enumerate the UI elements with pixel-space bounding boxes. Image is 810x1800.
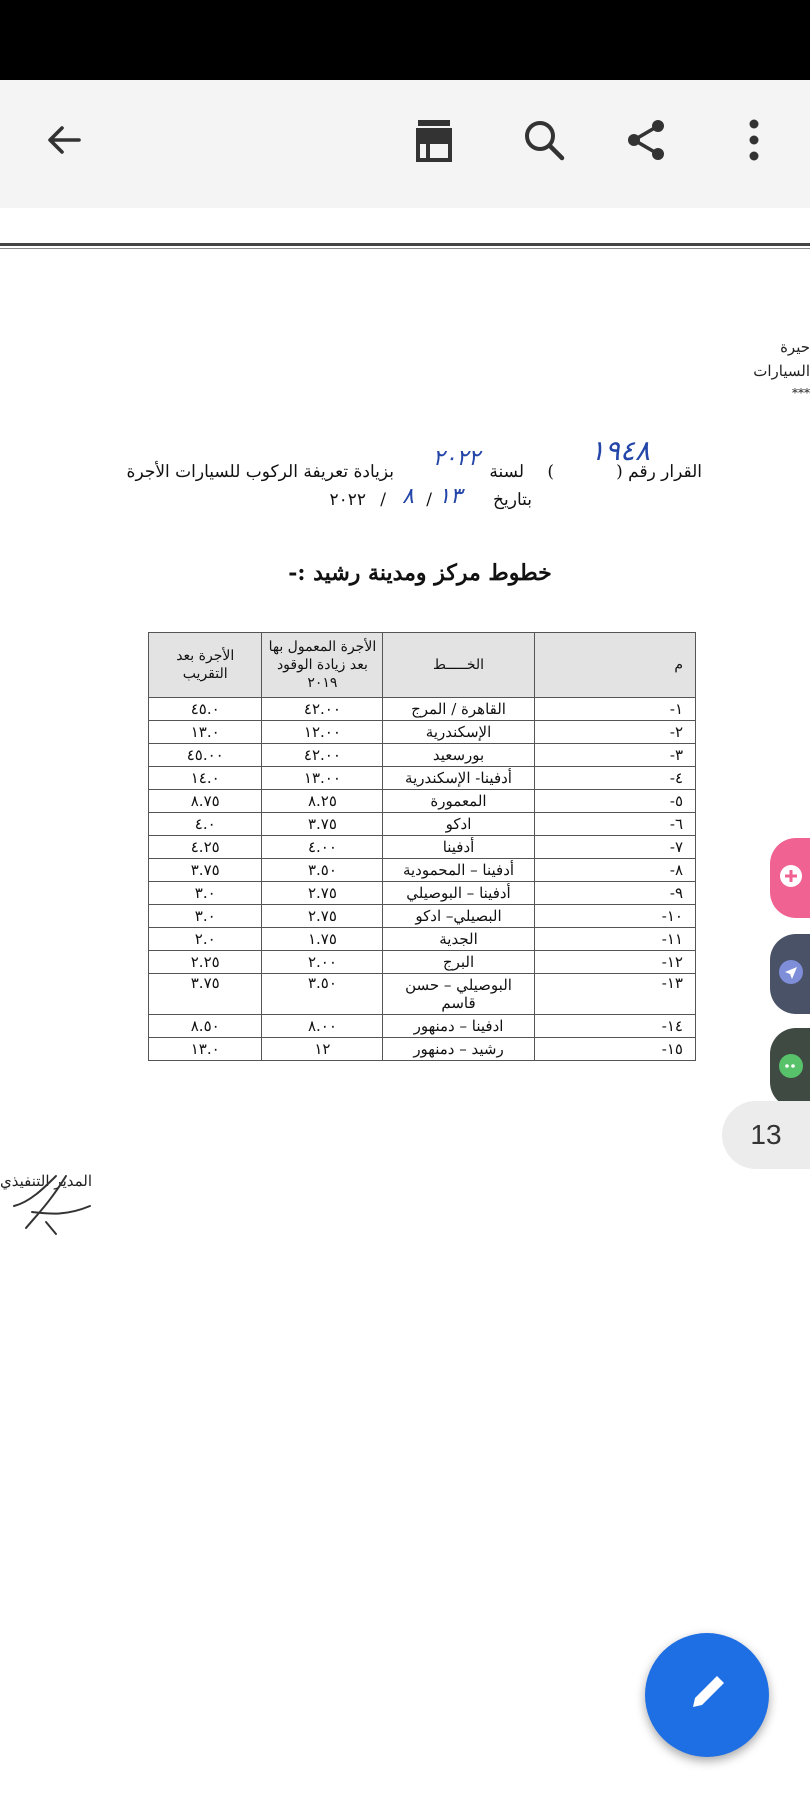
header-stars: *** [792,386,810,400]
row-number: ١٤- [534,1015,695,1038]
row-new-fare: ٤.٠ [149,813,262,836]
side-send-button[interactable] [770,934,810,1014]
row-line: المعمورة [383,790,534,813]
table-row [149,836,696,859]
row-number: ٤- [534,767,695,790]
more-options-button[interactable] [718,106,790,178]
row-new-fare: ٣.٠ [149,882,262,905]
row-old-fare: ٤.٠٠ [262,836,383,859]
row-number: ١٥- [534,1038,695,1061]
row-new-fare: ٢.٠ [149,928,262,951]
table-row [149,767,696,790]
table-row [149,813,696,836]
row-number: ٨- [534,859,695,882]
row-number: ٧- [534,836,695,859]
col-header-new-fare: الأجرة بعد التقريب [149,633,262,698]
row-new-fare: ٣.٧٥ [149,974,262,1015]
row-old-fare: ١٢ [262,1038,383,1061]
table-row [149,698,696,721]
row-line: أدفينا – المحمودية [383,859,534,882]
row-new-fare: ٣.٧٥ [149,859,262,882]
table-row [149,882,696,905]
plus-circle-icon [778,863,804,893]
row-line: الإسكندرية [383,721,534,744]
table-row [149,974,696,1015]
row-number: ٢- [534,721,695,744]
row-line: أدفينا [383,836,534,859]
row-line: الجدية [383,928,534,951]
row-line: ادكو [383,813,534,836]
table-row [149,790,696,813]
row-number: ٥- [534,790,695,813]
row-line: البوصيلي – حسن قاسم [383,974,534,1015]
col-header-line: الخـــــط [383,633,534,698]
share-button[interactable] [610,106,682,178]
table-row [149,744,696,767]
date-separator-1: / [426,490,432,510]
row-number: ١٠- [534,905,695,928]
decision-close-paren: ) [547,462,554,482]
date-day-handwritten: ١٣ [438,484,462,509]
status-bar [0,0,810,80]
document-page [0,250,810,1800]
signature-scribble [6,1162,96,1246]
col-header-number: م [534,633,695,698]
date-year: ٢٠٢٢ [329,490,366,510]
decision-year-label: لسنة [489,462,524,482]
authority-name-fragment: حيرة [780,338,810,356]
row-old-fare: ٣.٥٠ [262,859,383,882]
table-row [149,951,696,974]
table-row [149,859,696,882]
row-line: القاهرة / المرج [383,698,534,721]
signature-label: المدير التنفيذي [0,1172,93,1190]
row-old-fare: ١٣.٠٠ [262,767,383,790]
decision-year-handwritten: ٢٠٢٢ [432,446,480,471]
date-month-handwritten: ٨ [402,484,414,509]
edit-fab-button[interactable] [645,1633,769,1757]
row-old-fare: ٢.٠٠ [262,951,383,974]
send-icon [778,959,804,989]
more-vertical-icon [748,118,760,166]
row-old-fare: ١٢.٠٠ [262,721,383,744]
row-new-fare: ٨.٧٥ [149,790,262,813]
table-row [149,1015,696,1038]
app-toolbar [0,80,810,208]
date-separator-2: / [380,490,386,510]
row-new-fare: ٤٥.٠٠ [149,744,262,767]
share-icon [623,117,669,167]
chat-icon [778,1053,804,1083]
arrow-left-icon [41,117,87,167]
row-new-fare: ١٣.٠ [149,1038,262,1061]
row-new-fare: ٨.٥٠ [149,1015,262,1038]
table-row [149,1038,696,1061]
authority-dept-fragment: السيارات [753,362,810,380]
row-number: ٩- [534,882,695,905]
row-old-fare: ٢.٧٥ [262,882,383,905]
row-line: أدفينا- الإسكندرية [383,767,534,790]
back-button[interactable] [28,106,100,178]
fares-table [148,632,696,1061]
table-row [149,905,696,928]
table-row [149,928,696,951]
row-old-fare: ٤٢.٠٠ [262,744,383,767]
row-number: ١١- [534,928,695,951]
row-number: ١- [534,698,695,721]
row-new-fare: ٤.٢٥ [149,836,262,859]
side-add-button[interactable] [770,838,810,918]
page-number-indicator: 13 [722,1101,810,1169]
row-old-fare: ٣.٧٥ [262,813,383,836]
row-line: أدفينا – البوصيلي [383,882,534,905]
document-top-border [0,243,810,246]
date-label: بتاريخ [493,490,532,510]
row-number: ٦- [534,813,695,836]
row-line: ادفينا – دمنهور [383,1015,534,1038]
row-number: ٣- [534,744,695,767]
document-top-border-inner [0,248,810,249]
row-new-fare: ١٣.٠ [149,721,262,744]
edit-pencil-icon [683,1669,731,1721]
decision-number-handwritten: ١٩٤٨ [589,434,650,467]
decision-number-label: القرار رقم ( [616,462,702,482]
row-old-fare: ٣.٥٠ [262,974,383,1015]
table-row [149,721,696,744]
decision-subject: بزيادة تعريفة الركوب للسيارات الأجرة [126,462,394,482]
row-line: بورسعيد [383,744,534,767]
page-layout-icon [414,118,454,166]
row-new-fare: ٣.٠ [149,905,262,928]
page-layout-button[interactable] [398,106,470,178]
side-chat-button[interactable] [770,1028,810,1108]
row-number: ١٢- [534,951,695,974]
row-line: البرج [383,951,534,974]
table-header-row [149,633,696,698]
row-new-fare: ١٤.٠ [149,767,262,790]
search-icon [521,117,567,167]
row-line: رشيد – دمنهور [383,1038,534,1061]
row-old-fare: ٨.٢٥ [262,790,383,813]
col-header-old-fare: الأجرة المعمول بها بعد زيادة الوقود ٢٠١٩ [262,633,383,698]
section-title: خطوط مركز ومدينة رشيد :- [288,560,552,586]
row-old-fare: ٤٢.٠٠ [262,698,383,721]
row-old-fare: ٨.٠٠ [262,1015,383,1038]
row-old-fare: ٢.٧٥ [262,905,383,928]
row-new-fare: ٤٥.٠ [149,698,262,721]
row-new-fare: ٢.٢٥ [149,951,262,974]
row-old-fare: ١.٧٥ [262,928,383,951]
row-number: ١٣- [534,974,695,1015]
search-button[interactable] [508,106,580,178]
row-line: البصيلي– ادكو [383,905,534,928]
